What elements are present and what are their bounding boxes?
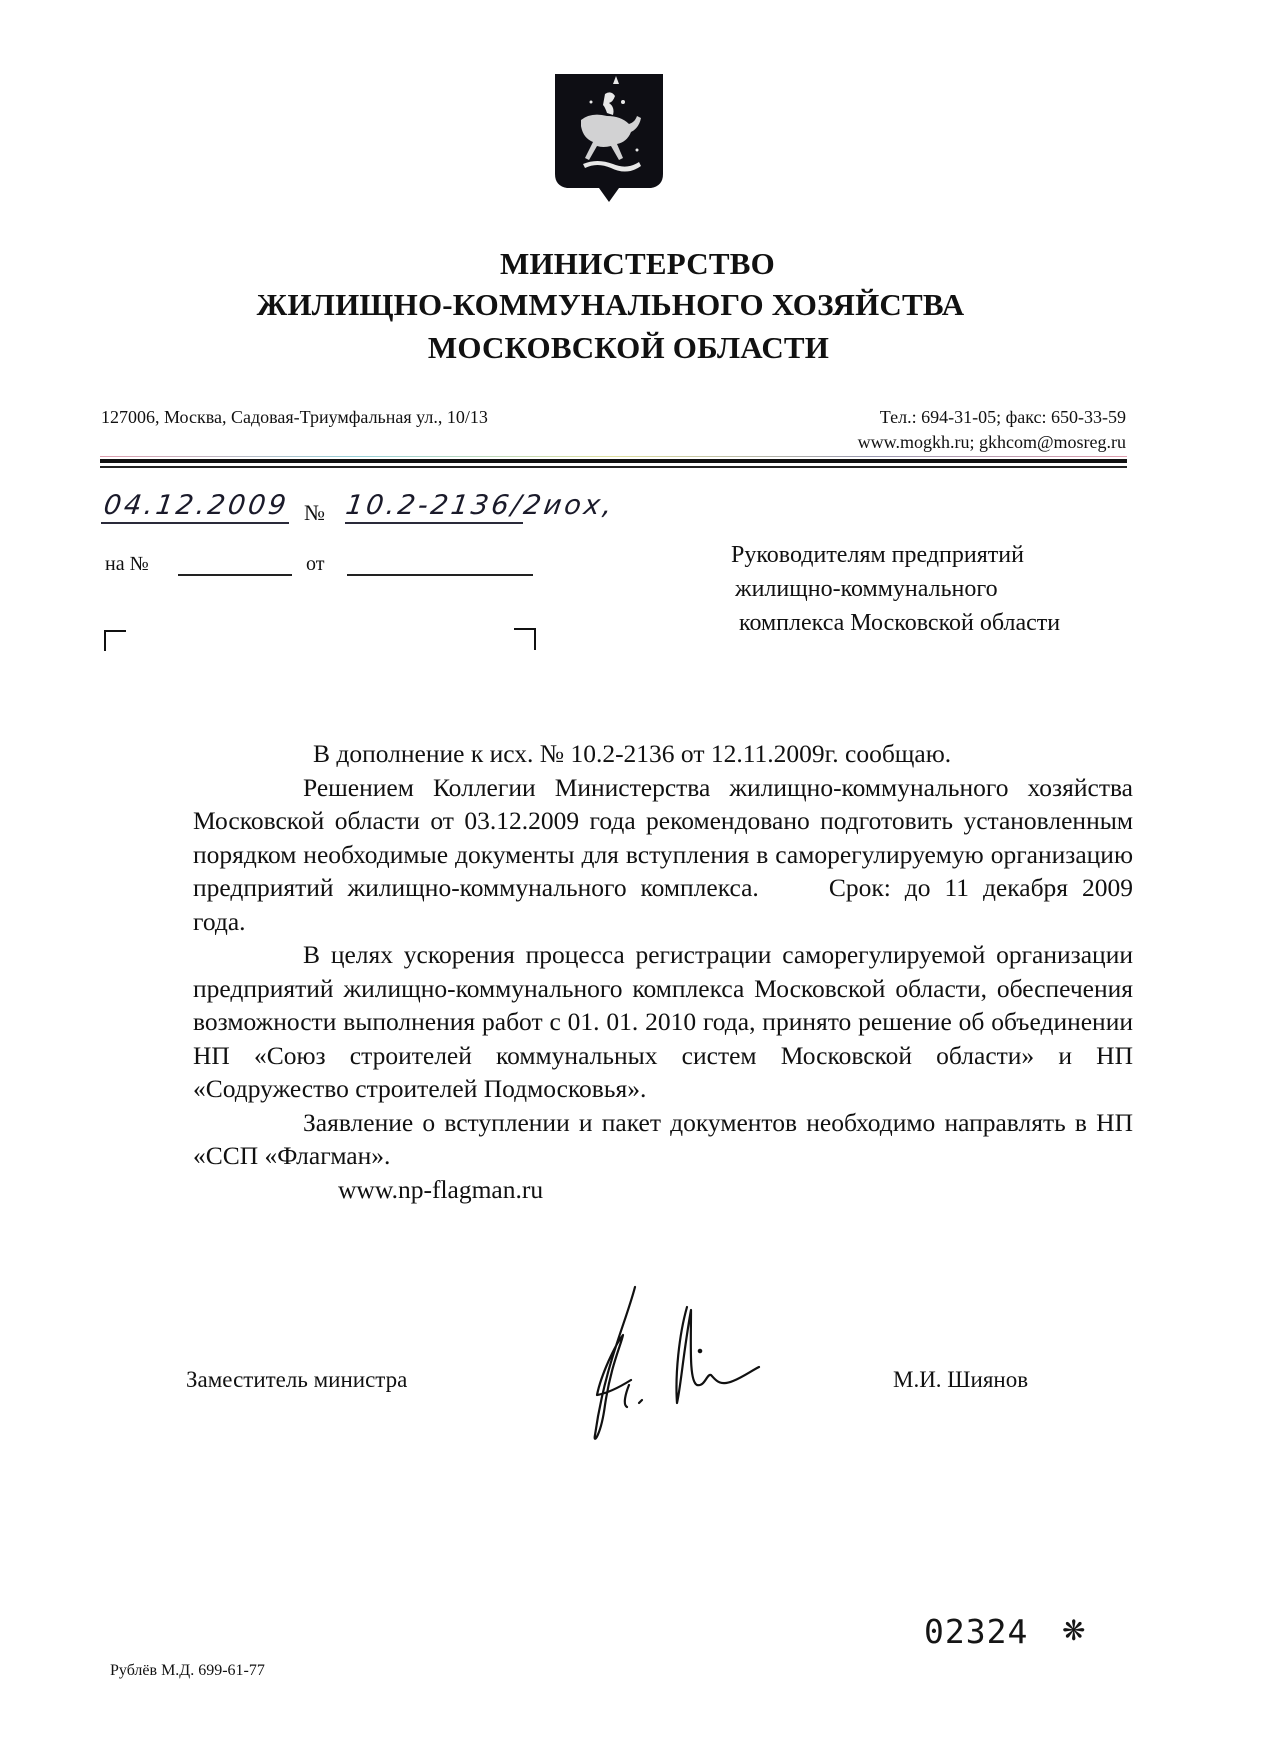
number-underline: [345, 522, 523, 524]
outgoing-date: 04.12.2009: [101, 490, 291, 521]
body-paragraph-3: Заявление о вступлении и пакет документов необходимо направлять в НП «ССП «Флагман».: [193, 1107, 1133, 1170]
reply-to-number-blank: [178, 574, 292, 576]
subject-bracket-right: [514, 628, 536, 650]
header-divider-tint: [100, 456, 1127, 457]
outgoing-number: 10.2-2136/2иох,: [343, 490, 617, 521]
signatory-name: М.И. Шиянов: [893, 1367, 1029, 1392]
deadline-text: Срок: до 11 декабря 2009 года.: [193, 873, 1133, 936]
body-paragraph-2: В целях ускорения процесса регистрации саморегулируемой организации предприятий жилищно-коммунального комплекса Московской области, обеспечения возможности выполнения работ с 01. 01. 2010 года, принято решение об объединении НП «Союз строителей коммунальных систем Московской области» и НП «Содружество строителей Подмосковья».: [193, 940, 1133, 1103]
header-divider-thin: [100, 466, 1127, 468]
flagman-website-link[interactable]: www.np-flagman.ru: [338, 1174, 544, 1204]
recipient-line-1: Руководителям предприятий: [731, 542, 1024, 568]
reply-from-label: от: [306, 553, 325, 575]
ministry-phone-fax: Тел.: 694-31-05; факс: 650-33-59: [879, 407, 1126, 427]
body-intro: В дополнение к исх. № 10.2-2136 от 12.11.2009г. сообщаю.: [313, 739, 952, 768]
ministry-title-line-2: ЖИЛИЩНО-КОММУНАЛЬНОГО ХОЗЯЙСТВА: [256, 287, 965, 322]
reply-to-number-label: на №: [105, 553, 149, 575]
asterisk-mark-icon: ❋: [1062, 1616, 1086, 1647]
signatory-position: Заместитель министра: [186, 1367, 408, 1392]
handwritten-signature: [565, 1285, 785, 1450]
reply-from-blank: [347, 574, 533, 576]
ministry-title-line-3: МОСКОВСКОЙ ОБЛАСТИ: [427, 330, 830, 365]
date-underline: [101, 522, 289, 524]
body-paragraph-1: [193, 771, 1133, 939]
header-divider-thick: [100, 459, 1127, 463]
number-label: №: [304, 500, 325, 525]
register-number-stamp: 02324: [924, 1612, 1029, 1651]
coat-of-arms-emblem: [553, 72, 665, 204]
ministry-web-email: www.mogkh.ru; gkhcom@mosreg.ru: [857, 432, 1126, 452]
ministry-address: 127006, Москва, Садовая-Триумфальная ул., 10/13: [101, 407, 488, 427]
letter-body: [193, 737, 1133, 1206]
recipient-line-2: жилищно-коммунального: [735, 576, 998, 602]
paragraph-1-text: Решением Коллегии Министерства жилищно-коммунального хозяйства Московской области от 03.12.2009 года рекомендовано подготовить установленным порядком необходимые документы для вступления в саморегулируемую организацию предприятий жилищно-коммунального комплекса.: [193, 772, 1133, 902]
ministry-title-line-1: МИНИСТЕРСТВО: [500, 246, 775, 281]
executor-contact: Рублёв М.Д. 699-61-77: [110, 1662, 265, 1679]
recipient-line-3: комплекса Московской области: [739, 610, 1061, 636]
subject-bracket-left: [104, 630, 126, 651]
